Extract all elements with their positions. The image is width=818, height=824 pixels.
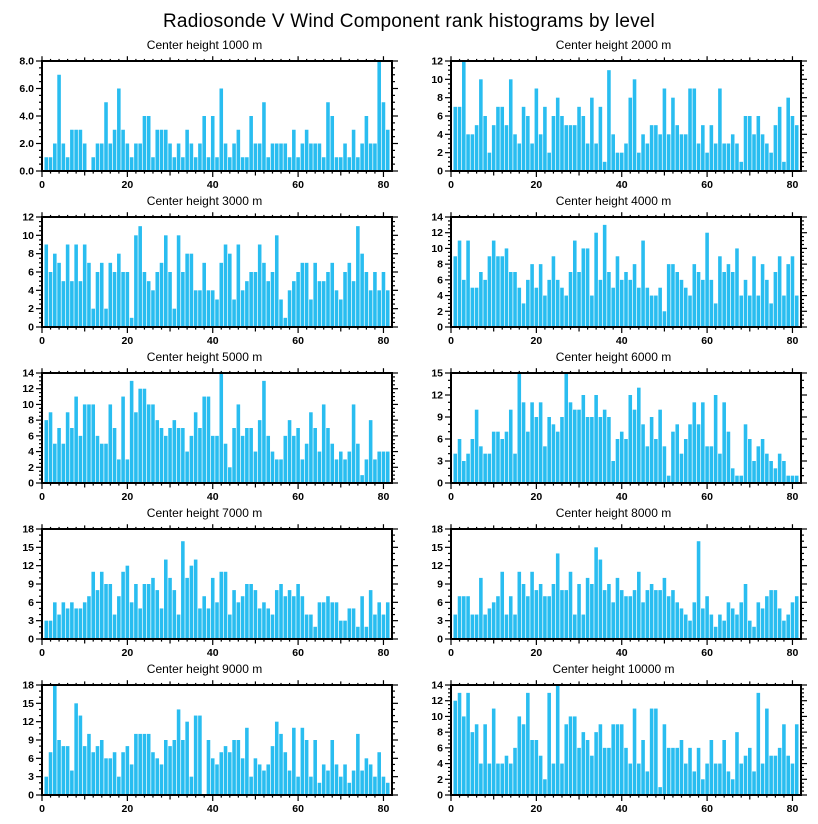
y-tick-label: 6 [28,266,34,279]
y-tick-label: 10 [431,242,443,255]
x-tick-label: 20 [121,803,134,815]
x-tick-label: 40 [615,179,628,191]
histogram-bars [453,373,798,483]
y-tick-label: 0 [437,789,443,802]
x-tick-label: 80 [786,335,799,347]
y-tick-label: 14 [431,679,443,692]
y-tick-label: 14 [22,367,34,380]
y-tick-label: 0 [28,789,34,802]
histogram-panel-2000m [409,38,818,194]
x-tick-label: 20 [121,491,134,503]
y-tick-label: 0.0 [19,165,34,178]
y-tick-label: 8 [437,92,443,105]
y-tick-label: 12 [22,716,34,729]
y-tick-label: 0 [437,633,443,646]
y-tick-label: 9 [437,578,443,591]
y-tick-label: 14 [431,211,443,224]
y-tick-label: 12 [431,227,443,240]
y-tick-label: 8.0 [19,55,34,68]
y-tick-label: 12 [22,383,34,396]
histogram-svg [409,53,813,194]
x-tick-label: 0 [39,803,45,815]
x-tick-label: 20 [530,803,543,815]
x-tick-label: 80 [786,491,799,503]
y-tick-label: 6 [437,110,443,123]
x-tick-label: 0 [448,491,454,503]
histogram-bars [453,541,798,639]
y-tick-label: 3 [437,615,443,628]
y-tick-label: 18 [22,523,34,536]
y-tick-label: 4 [28,284,34,297]
histogram-svg [409,521,813,662]
y-tick-label: 10 [22,398,34,411]
x-tick-label: 80 [377,647,390,659]
y-tick-label: 9 [28,734,34,747]
x-tick-label: 20 [530,179,543,191]
panel-title: Center height 6000 m [555,350,672,364]
y-tick-label: 10 [431,710,443,723]
histogram-svg [0,677,404,818]
histogram-panel-10000m [409,662,818,818]
y-tick-label: 18 [431,523,443,536]
x-tick-label: 40 [206,491,219,503]
y-tick-label: 0 [437,321,443,334]
page-title: Radiosonde V Wind Component rank histograms by level [163,11,655,32]
x-tick-label: 20 [121,647,134,659]
x-tick-label: 20 [121,335,134,347]
y-tick-label: 12 [431,695,443,708]
y-tick-label: 12 [431,560,443,573]
x-tick-label: 20 [530,335,543,347]
histogram-svg [409,677,813,818]
y-tick-label: 6 [437,274,443,287]
y-tick-label: 3 [28,615,34,628]
y-tick-label: 4.0 [19,110,34,123]
x-tick-label: 20 [121,179,134,191]
y-tick-label: 6 [28,430,34,443]
x-tick-label: 0 [39,491,45,503]
y-tick-label: 8 [437,726,443,739]
y-tick-label: 12 [22,211,34,224]
y-tick-label: 6.0 [19,83,34,95]
histogram-bars [44,61,389,171]
y-tick-label: 0 [28,633,34,646]
y-tick-label: 6 [28,596,34,609]
x-tick-label: 20 [530,647,543,659]
panel-title: Center height 10000 m [552,662,675,676]
y-tick-label: 15 [431,541,443,554]
x-tick-label: 80 [377,335,390,347]
x-tick-label: 80 [786,803,799,815]
x-tick-label: 40 [615,803,628,815]
x-tick-label: 60 [701,179,713,191]
x-tick-label: 60 [292,647,304,659]
y-tick-label: 2 [437,305,443,318]
y-tick-label: 4 [437,290,443,303]
y-tick-label: 2 [437,147,443,160]
histogram-bars [44,685,389,795]
histogram-bars [44,226,389,327]
histogram-svg [409,365,813,506]
y-tick-label: 6 [28,752,34,765]
x-tick-label: 0 [448,335,454,347]
y-tick-label: 4 [437,128,443,141]
y-tick-label: 15 [22,541,34,554]
y-tick-label: 12 [22,560,34,573]
x-tick-label: 80 [377,491,390,503]
panel-title: Center height 1000 m [146,38,263,52]
x-tick-label: 80 [786,647,799,659]
y-tick-label: 2.0 [19,138,34,150]
y-tick-label: 6 [437,433,443,446]
x-tick-label: 0 [448,647,454,659]
y-tick-label: 0 [28,477,34,490]
plot-frame [42,61,392,171]
y-tick-label: 0 [28,321,34,334]
panel-title: Center height 3000 m [146,194,263,208]
histogram-panel-8000m [409,506,818,662]
y-tick-label: 9 [437,411,443,424]
x-tick-label: 40 [206,179,219,191]
x-tick-label: 0 [39,335,45,347]
histogram-svg [0,53,404,194]
y-tick-label: 3 [437,455,443,468]
panel-title: Center height 2000 m [555,38,672,52]
y-tick-label: 8 [28,248,34,261]
charts-grid [0,38,818,818]
y-tick-label: 10 [431,73,443,86]
y-tick-label: 15 [431,367,443,380]
x-tick-label: 80 [786,179,799,191]
y-tick-label: 18 [22,679,34,692]
y-tick-label: 2 [28,461,34,474]
x-tick-label: 40 [206,803,219,815]
y-tick-label: 3 [28,771,34,784]
y-tick-label: 4 [28,446,34,459]
histogram-panel-5000m [0,350,409,506]
histogram-panel-9000m [0,662,409,818]
y-tick-label: 4 [437,758,443,771]
y-tick-label: 2 [28,303,34,316]
panel-title: Center height 7000 m [146,506,263,520]
y-tick-label: 0 [437,477,443,490]
x-tick-label: 40 [615,335,628,347]
y-tick-label: 0 [437,165,443,178]
x-tick-label: 60 [701,803,713,815]
y-tick-label: 2 [437,773,443,786]
histogram-panel-7000m [0,506,409,662]
panel-title: Center height 9000 m [146,662,263,676]
histogram-bars [453,61,798,171]
y-tick-label: 6 [437,596,443,609]
x-tick-label: 60 [701,647,713,659]
x-tick-label: 60 [292,803,304,815]
x-tick-label: 60 [701,335,713,347]
x-tick-label: 40 [615,647,628,659]
x-tick-label: 80 [377,803,390,815]
x-tick-label: 0 [448,179,454,191]
x-tick-label: 40 [615,491,628,503]
y-tick-label: 10 [22,229,34,242]
x-tick-label: 40 [206,647,219,659]
y-tick-label: 15 [22,697,34,710]
histogram-bars [44,373,389,483]
y-tick-label: 8 [28,414,34,427]
panel-title: Center height 8000 m [555,506,672,520]
histogram-panel-4000m [409,194,818,350]
x-tick-label: 0 [39,647,45,659]
x-tick-label: 60 [292,335,304,347]
histogram-panel-3000m [0,194,409,350]
histogram-svg [409,209,813,350]
histogram-svg [0,521,404,662]
x-tick-label: 80 [377,179,390,191]
histogram-bars [44,541,389,639]
x-tick-label: 0 [448,803,454,815]
panel-title: Center height 4000 m [555,194,672,208]
y-tick-label: 9 [28,578,34,591]
y-tick-label: 6 [437,742,443,755]
histogram-svg [0,365,404,506]
y-tick-label: 12 [431,55,443,68]
x-tick-label: 20 [530,491,543,503]
histogram-panel-6000m [409,350,818,506]
y-tick-label: 8 [437,258,443,271]
panel-title: Center height 5000 m [146,350,263,364]
histogram-bars [453,225,798,327]
x-tick-label: 40 [206,335,219,347]
y-tick-label: 12 [431,389,443,402]
histogram-panel-1000m [0,38,409,194]
x-tick-label: 60 [292,179,304,191]
x-tick-label: 60 [292,491,304,503]
histogram-svg [0,209,404,350]
histogram-bars [453,685,798,795]
x-tick-label: 0 [39,179,45,191]
x-tick-label: 60 [701,491,713,503]
